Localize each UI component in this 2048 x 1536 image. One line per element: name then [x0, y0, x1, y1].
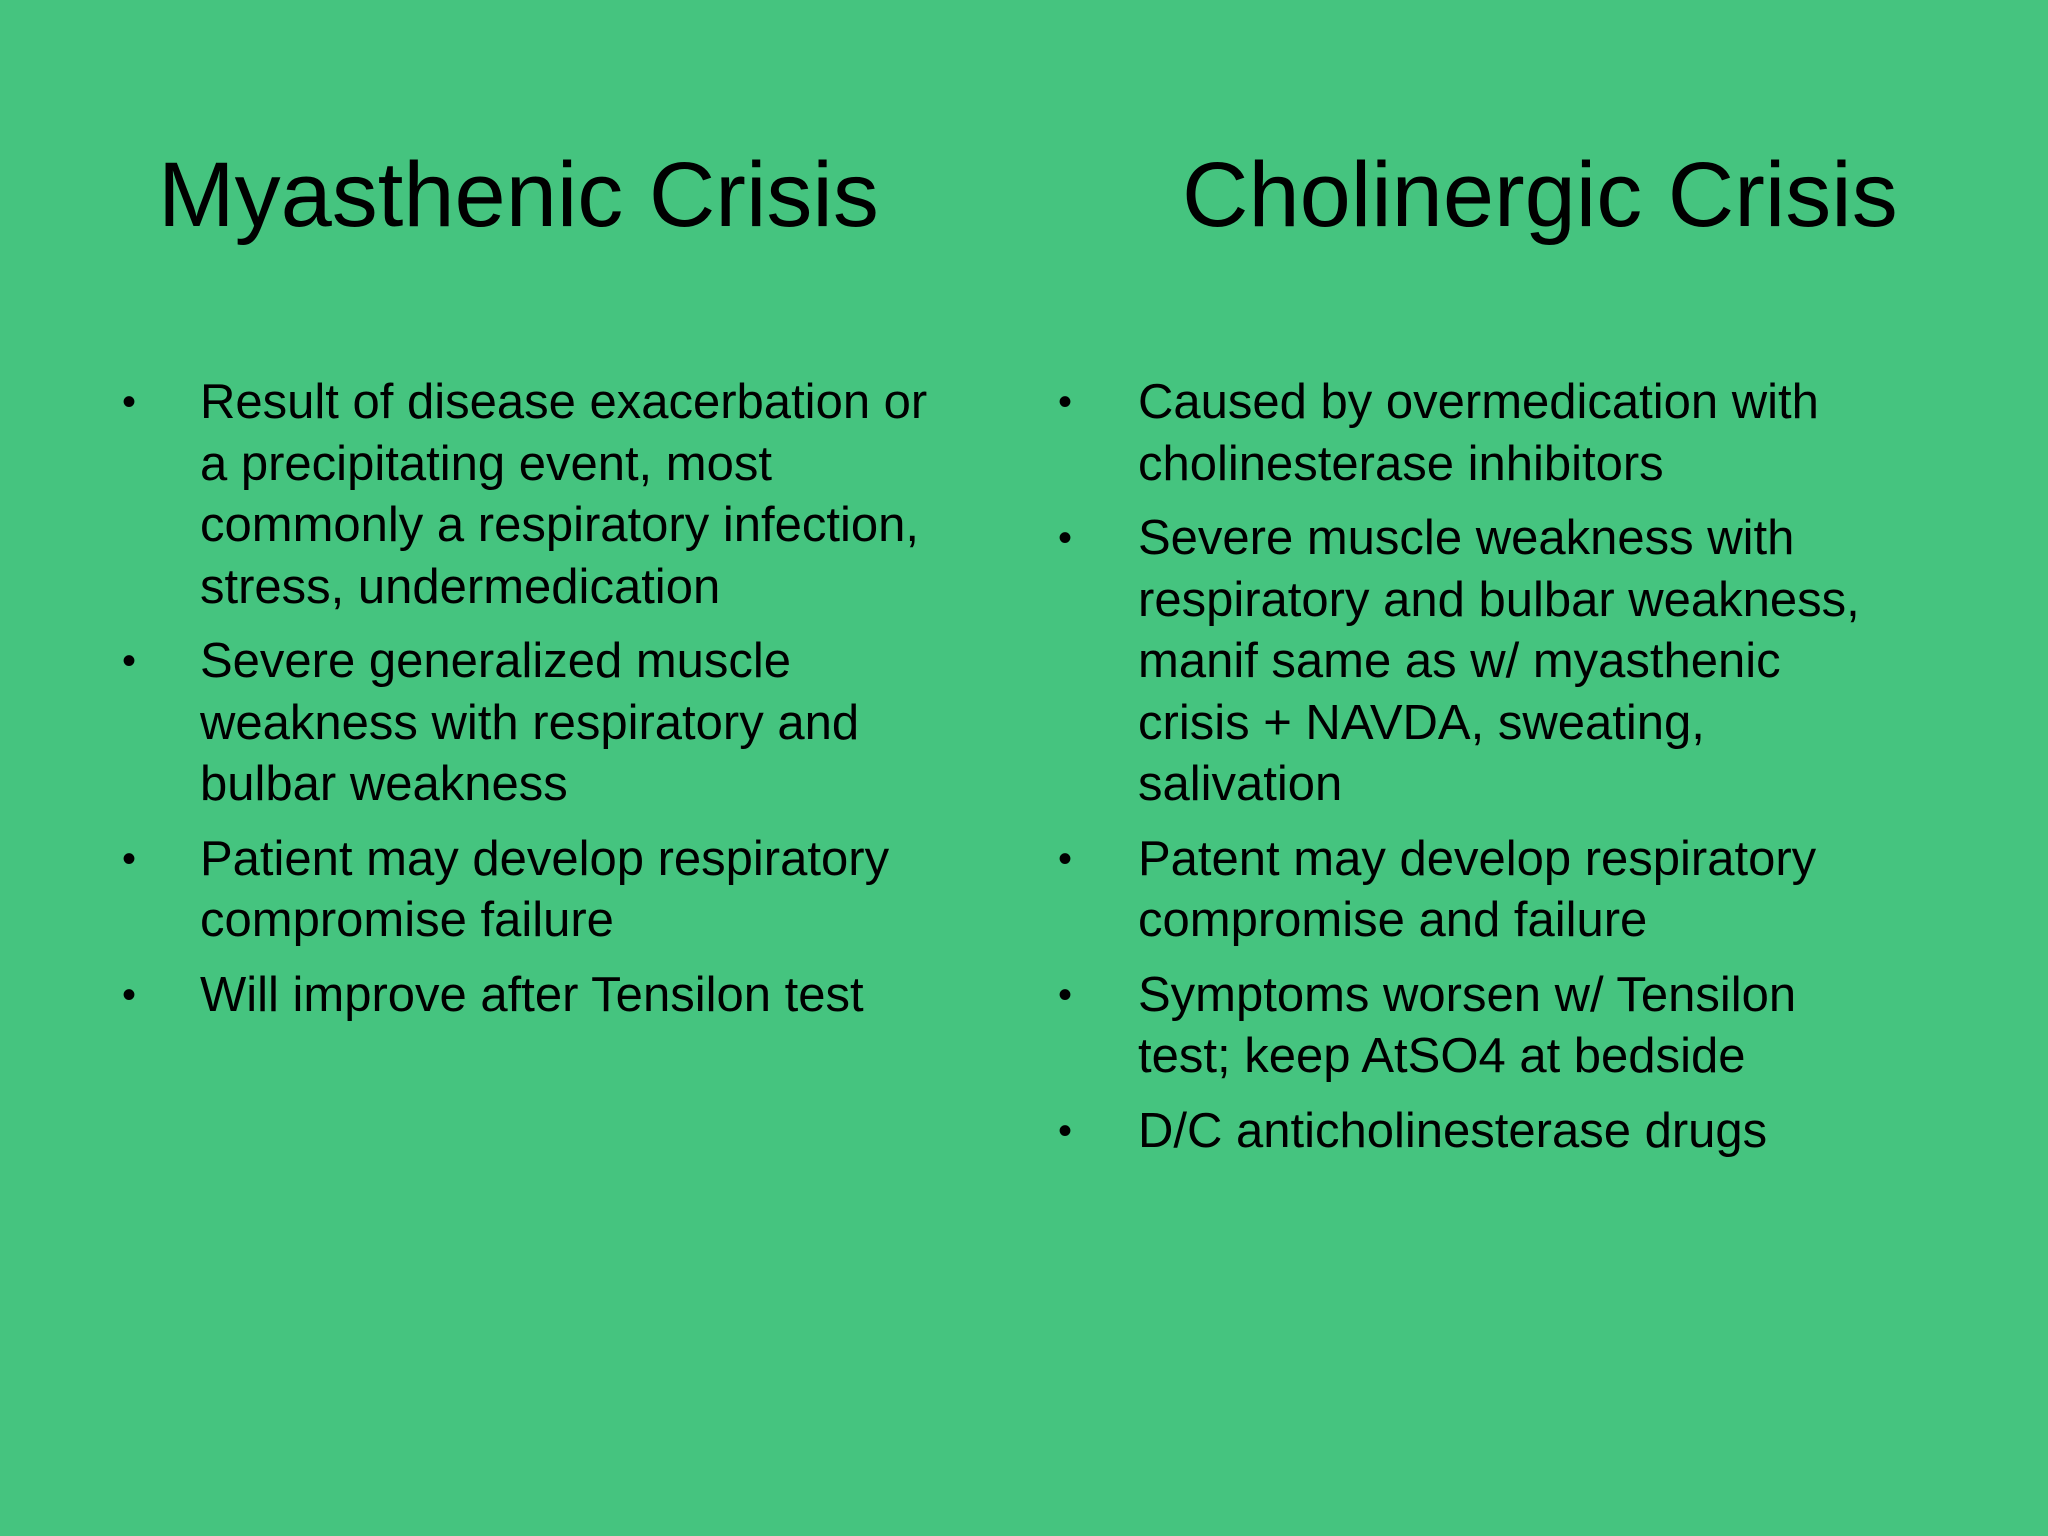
- bullet-line: bulbar weakness: [200, 757, 568, 811]
- bullet-text: [200, 968, 864, 1022]
- bullet-item: [1020, 508, 2030, 816]
- cholinergic-crisis-title: Cholinergic Crisis: [1182, 144, 1898, 246]
- bullet-line: salivation: [1138, 757, 1343, 811]
- bullet-text: [1138, 968, 1796, 1084]
- bullet-line: Patent may develop respiratory: [1138, 831, 1817, 886]
- bullet-line: respiratory and bulbar weakness,: [1138, 572, 1860, 627]
- bullet-icon: •: [122, 380, 137, 424]
- bullet-icon: •: [1058, 516, 1073, 560]
- bullet-line: Will improve after Tensilon test: [200, 967, 864, 1022]
- bullet-line: Symptoms worsen w/ Tensilon: [1138, 967, 1797, 1022]
- bullet-text: [200, 375, 927, 614]
- bullet-item: [0, 631, 1000, 816]
- bullet-text: [1138, 832, 1816, 948]
- bullet-line: compromise failure: [200, 893, 614, 947]
- bullet-item: [0, 372, 1000, 618]
- bullet-line: commonly a respiratory infection,: [200, 498, 919, 552]
- bullet-line: Patient may develop respiratory: [200, 831, 890, 886]
- bullet-line: compromise and failure: [1138, 893, 1648, 947]
- bullet-icon: •: [122, 836, 137, 881]
- cholinergic-crisis-bullet-list: [1020, 372, 2030, 1175]
- bullet-line: test; keep AtSO4 at bedside: [1138, 1029, 1746, 1083]
- bullet-line: a precipitating event, most: [200, 436, 772, 491]
- bullet-line: Severe generalized muscle: [200, 634, 792, 688]
- bullet-icon: •: [1058, 972, 1073, 1017]
- bullet-line: manif same as w/ myasthenic: [1138, 634, 1781, 688]
- bullet-line: Caused by overmedication with: [1138, 375, 1819, 429]
- bullet-line: crisis + NAVDA, sweating,: [1138, 695, 1705, 750]
- bullet-icon: •: [1058, 1108, 1073, 1153]
- bullet-icon: •: [1058, 380, 1073, 424]
- bullet-icon: •: [122, 639, 137, 683]
- bullet-text: [1138, 375, 1819, 491]
- bullet-item: [1020, 372, 2030, 495]
- bullet-item: [1020, 829, 2030, 952]
- bullet-line: Result of disease exacerbation or: [200, 375, 928, 429]
- myasthenic-crisis-bullet-list: [0, 372, 1000, 1039]
- bullet-icon: •: [122, 972, 137, 1017]
- bullet-icon: •: [1058, 836, 1073, 881]
- bullet-line: D/C anticholinesterase drugs: [1138, 1103, 1768, 1158]
- bullet-text: [200, 832, 889, 948]
- bullet-item: [0, 965, 1000, 1027]
- bullet-text: [200, 634, 859, 811]
- bullet-item: [1020, 1101, 2030, 1163]
- bullet-item: [1020, 965, 2030, 1088]
- bullet-text: [1138, 1104, 1767, 1158]
- bullet-text: [1138, 511, 1860, 811]
- bullet-item: [0, 829, 1000, 952]
- myasthenic-crisis-title: Myasthenic Crisis: [158, 144, 879, 246]
- bullet-line: weakness with respiratory and: [200, 695, 860, 750]
- bullet-line: stress, undermedication: [200, 559, 721, 614]
- bullet-line: cholinesterase inhibitors: [1138, 436, 1664, 491]
- bullet-line: Severe muscle weakness with: [1138, 511, 1795, 565]
